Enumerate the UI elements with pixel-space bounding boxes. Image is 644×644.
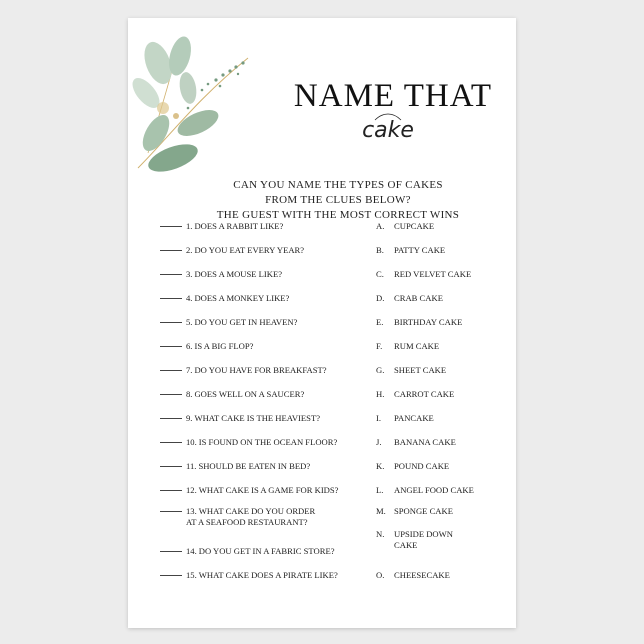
answer-blank[interactable]	[160, 442, 182, 443]
answer-item	[376, 245, 445, 256]
answer-letter: I.	[376, 413, 382, 423]
question-item	[160, 437, 337, 448]
question-text: GOES WELL ON A SAUCER?	[194, 389, 305, 399]
game-card	[128, 18, 516, 628]
answer-item	[376, 221, 434, 232]
question-item	[160, 365, 327, 376]
answer-letter: G.	[376, 365, 385, 375]
answer-blank[interactable]	[160, 511, 182, 512]
question-text: WHAT CAKE IS A GAME FOR KIDS?	[198, 485, 339, 495]
question-item	[160, 341, 253, 352]
answer-letter: D.	[376, 293, 385, 303]
answer-blank[interactable]	[160, 346, 182, 347]
question-number: 6.	[186, 341, 193, 351]
answer-item	[376, 341, 439, 352]
answer-blank[interactable]	[160, 274, 182, 275]
answer-item	[376, 506, 453, 517]
answer-blank[interactable]	[160, 226, 182, 227]
answer-text: CUPCAKE	[394, 221, 435, 231]
question-text: WHAT CAKE DO YOU ORDER	[198, 506, 316, 516]
answer-letter: B.	[376, 245, 384, 255]
answer-letter: J.	[376, 437, 382, 447]
question-item	[160, 461, 310, 472]
answer-text: UPSIDE DOWN	[394, 529, 453, 539]
question-text: DO YOU EAT EVERY YEAR?	[194, 245, 305, 255]
answer-text: SHEET CAKE	[394, 365, 447, 375]
answer-blank[interactable]	[160, 418, 182, 419]
question-number: 15.	[186, 570, 197, 580]
answer-blank[interactable]	[160, 370, 182, 371]
instructions	[188, 178, 488, 223]
question-number: 10.	[186, 437, 197, 447]
answer-letter: C.	[376, 269, 384, 279]
answer-text: PANCAKE	[394, 413, 434, 423]
answer-letter: N.	[376, 529, 385, 539]
answer-letter: A.	[376, 221, 385, 231]
question-number: 9.	[186, 413, 193, 423]
answer-letter: L.	[376, 485, 384, 495]
question-number: 4.	[186, 293, 193, 303]
question-text: SHOULD BE EATEN IN BED?	[198, 461, 311, 471]
answer-letter: K.	[376, 461, 385, 471]
question-item	[160, 413, 320, 424]
answer-text: SPONGE CAKE	[394, 506, 453, 516]
question-text: DOES A MONKEY LIKE?	[194, 293, 290, 303]
answer-item	[376, 413, 434, 424]
question-item	[160, 269, 282, 280]
answer-blank[interactable]	[160, 575, 182, 576]
question-item	[160, 546, 335, 557]
instruction-line: THE GUEST WITH THE MOST CORRECT WINS	[216, 209, 460, 221]
question-item	[160, 389, 304, 400]
answer-text: ANGEL FOOD CAKE	[394, 485, 474, 495]
answer-blank[interactable]	[160, 466, 182, 467]
answer-letter: E.	[376, 317, 384, 327]
game-title: NAME THAT	[293, 78, 493, 114]
instruction-line: FROM THE CLUES BELOW?	[265, 194, 411, 206]
question-number: 5.	[186, 317, 193, 327]
answer-blank[interactable]	[160, 490, 182, 491]
answer-item	[376, 365, 446, 376]
question-number: 8.	[186, 389, 193, 399]
question-text: DO YOU GET IN A FABRIC STORE?	[198, 546, 335, 556]
answer-blank[interactable]	[160, 250, 182, 251]
answer-letter: M.	[376, 506, 386, 516]
question-number: 13.	[186, 506, 197, 516]
answer-text: POUND CAKE	[394, 461, 450, 471]
answer-letter: F.	[376, 341, 383, 351]
instruction-line: CAN YOU NAME THE TYPES OF CAKES	[233, 179, 443, 191]
answer-item	[376, 485, 474, 496]
answer-item	[376, 293, 443, 304]
answer-item	[376, 317, 462, 328]
answer-letter: H.	[376, 389, 385, 399]
answer-blank[interactable]	[160, 551, 182, 552]
answer-blank[interactable]	[160, 322, 182, 323]
answer-text: CRAB CAKE	[394, 293, 443, 303]
answer-blank[interactable]	[160, 394, 182, 395]
question-number: 3.	[186, 269, 193, 279]
answer-text-continued: CAKE	[394, 540, 418, 550]
game-subtitle: cake	[362, 118, 414, 143]
answer-text: CARROT CAKE	[394, 389, 455, 399]
answer-item	[376, 529, 453, 551]
question-text: DOES A MOUSE LIKE?	[194, 269, 283, 279]
answer-blank[interactable]	[160, 298, 182, 299]
question-item	[160, 245, 304, 256]
answer-text: PATTY CAKE	[394, 245, 446, 255]
question-text: DOES A RABBIT LIKE?	[194, 221, 284, 231]
question-text: DO YOU GET IN HEAVEN?	[194, 317, 298, 327]
question-number: 14.	[186, 546, 197, 556]
question-text: WHAT CAKE DOES A PIRATE LIKE?	[198, 570, 338, 580]
question-item	[160, 485, 339, 496]
answer-text: RED VELVET CAKE	[394, 269, 472, 279]
answer-item	[376, 389, 454, 400]
answer-item	[376, 269, 471, 280]
question-text-continued: AT A SEAFOOD RESTAURANT?	[186, 517, 308, 527]
question-item	[160, 221, 283, 232]
answer-text: BIRTHDAY CAKE	[394, 317, 463, 327]
question-item	[160, 506, 315, 528]
question-text: DO YOU HAVE FOR BREAKFAST?	[194, 365, 327, 375]
question-number: 7.	[186, 365, 193, 375]
question-number: 2.	[186, 245, 193, 255]
question-text: IS A BIG FLOP?	[194, 341, 254, 351]
answer-text: RUM CAKE	[394, 341, 440, 351]
answer-letter: O.	[376, 570, 385, 580]
answer-item	[376, 437, 456, 448]
question-item	[160, 570, 338, 581]
question-item	[160, 293, 289, 304]
question-text: IS FOUND ON THE OCEAN FLOOR?	[198, 437, 338, 447]
answer-text: CHEESECAKE	[394, 570, 450, 580]
question-text: WHAT CAKE IS THE HEAVIEST?	[194, 413, 321, 423]
answer-text: BANANA CAKE	[394, 437, 456, 447]
question-number: 1.	[186, 221, 193, 231]
question-item	[160, 317, 297, 328]
answer-item	[376, 570, 450, 581]
question-number: 11.	[186, 461, 197, 471]
eucalyptus-illustration	[128, 18, 278, 198]
answer-item	[376, 461, 449, 472]
question-number: 12.	[186, 485, 197, 495]
